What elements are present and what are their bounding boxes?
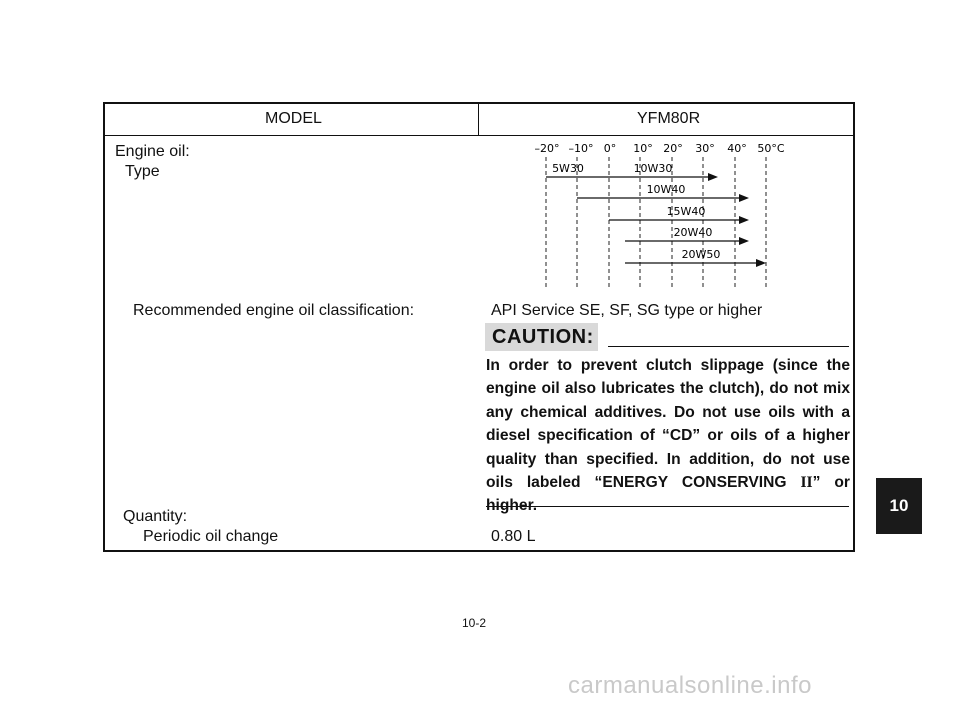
caution-text-tail: ” or higher.	[486, 474, 850, 515]
grade-arrows	[546, 162, 766, 267]
caution-top-rule	[608, 346, 849, 347]
page-number: 10-2	[462, 616, 487, 630]
model-header: MODEL	[265, 110, 322, 127]
temperature-labels	[535, 142, 785, 155]
grade-arrowhead	[708, 173, 718, 181]
grade-arrowhead	[739, 216, 749, 224]
caution-roman: II	[800, 474, 813, 492]
type-label: Type	[125, 163, 160, 180]
grade-label: 15W40	[666, 205, 706, 218]
temp-label: 10°	[633, 142, 653, 155]
caution-text-main: In order to prevent clutch slippage (since the engine oil also lubricates the clutch), do not mix any chemical additives. Do not use oils with a diesel specification of “CD” or oils of a higher quality than specified. In addition, do not use oils labeled “ENERGY CONSERVING	[486, 357, 850, 492]
temp-label: 40°	[727, 142, 747, 155]
grade-label: 20W50	[681, 248, 721, 261]
watermark: carmanualsonline.info	[568, 672, 812, 699]
grade-label: 10W30	[633, 162, 673, 175]
temp-label: 30°	[695, 142, 715, 155]
grade-label: 20W40	[673, 226, 713, 239]
classification-label: Recommended engine oil classification:	[133, 302, 415, 319]
caution-bottom-rule	[486, 506, 849, 507]
temp-label: –20°	[534, 142, 560, 155]
grade-label: 10W40	[646, 183, 686, 196]
section-tab: 10	[876, 478, 922, 534]
model-value: YFM80R	[637, 110, 701, 127]
periodic-value: 0.80 L	[491, 528, 536, 545]
grade-arrowhead	[739, 237, 749, 245]
classification-value: API Service SE, SF, SG type or higher	[491, 302, 763, 319]
engine-oil-label: Engine oil:	[115, 143, 190, 160]
periodic-label: Periodic oil change	[143, 528, 279, 545]
grade-label: 5W30	[552, 162, 584, 175]
grade-arrowhead	[739, 194, 749, 202]
temp-label: 20°	[663, 142, 683, 155]
temp-label: 0°	[603, 142, 617, 155]
grade-arrowhead	[756, 259, 766, 267]
caution-title: CAUTION:	[492, 326, 594, 348]
quantity-label: Quantity:	[123, 508, 188, 525]
temp-label: –10°	[568, 142, 594, 155]
temp-label: 50°C	[757, 142, 785, 155]
caution-text	[486, 354, 850, 518]
